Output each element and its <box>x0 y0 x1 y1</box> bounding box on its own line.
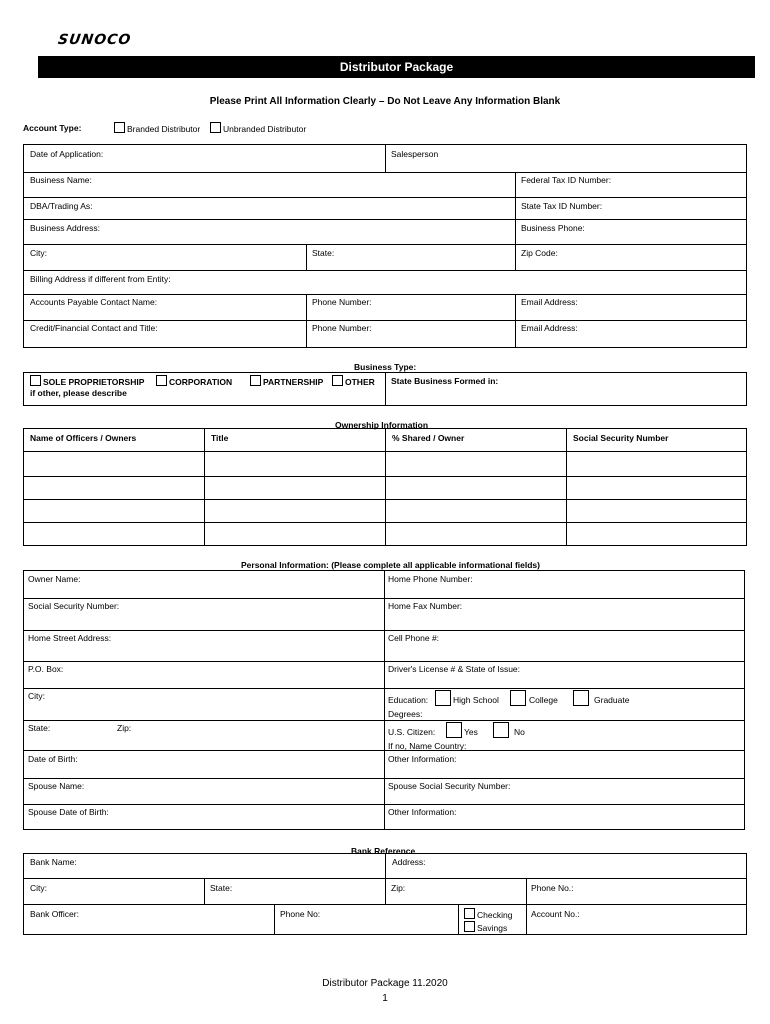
spouse-name-field[interactable]: Spouse Name: <box>28 781 85 791</box>
other-checkbox[interactable] <box>332 375 343 386</box>
account-type-label: Account Type: <box>23 123 82 133</box>
citizen-yes-label: Yes <box>464 727 478 737</box>
credit-email-field[interactable]: Email Address: <box>521 323 578 333</box>
branded-checkbox[interactable] <box>114 122 125 133</box>
bank-name-field[interactable]: Bank Name: <box>30 857 77 867</box>
ssn-field[interactable]: Social Security Number: <box>28 601 120 611</box>
po-box-field[interactable]: P.O. Box: <box>28 664 64 674</box>
other-information-field-1[interactable]: Other Information: <box>388 754 457 764</box>
general-info-table <box>23 144 747 348</box>
credit-contact-field[interactable]: Credit/Financial Contact and Title: <box>30 323 158 333</box>
personal-info-heading: Personal Information: (Please complete all applicable informational fields) <box>241 560 540 570</box>
personal-zip-field[interactable]: Zip: <box>117 723 132 733</box>
education-label: Education: <box>388 695 429 705</box>
ownership-heading: Ownership Information <box>335 420 429 430</box>
bank-phone-field[interactable]: Phone No.: <box>531 883 574 893</box>
zip-code-field[interactable]: Zip Code: <box>521 248 558 258</box>
salesperson-field[interactable]: Salesperson <box>391 149 439 159</box>
page-title: Distributor Package <box>38 56 755 78</box>
personal-state-field[interactable]: State: <box>28 723 51 733</box>
personal-city-field[interactable]: City: <box>28 691 45 701</box>
unbranded-checkbox[interactable] <box>210 122 221 133</box>
drivers-license-field[interactable]: Driver's License # & State of Issue: <box>388 664 521 674</box>
bank-city-field[interactable]: City: <box>30 883 47 893</box>
bank-reference-heading: Bank Reference <box>351 846 416 856</box>
bank-address-field[interactable]: Address: <box>392 857 426 867</box>
us-citizen-label: U.S. Citizen: <box>388 727 436 737</box>
partnership-label: PARTNERSHIP <box>263 377 324 387</box>
checking-label: Checking <box>477 910 513 920</box>
corporation-label: CORPORATION <box>169 377 233 387</box>
country-field[interactable]: If no, Name Country: <box>388 741 467 751</box>
business-phone-field[interactable]: Business Phone: <box>521 223 585 233</box>
ap-email-field[interactable]: Email Address: <box>521 297 578 307</box>
bank-state-field[interactable]: State: <box>210 883 233 893</box>
cell-phone-field[interactable]: Cell Phone #: <box>388 633 440 643</box>
bank-officer-field[interactable]: Bank Officer: <box>30 909 79 919</box>
home-fax-field[interactable]: Home Fax Number: <box>388 601 463 611</box>
sole-proprietorship-option[interactable] <box>30 375 144 387</box>
other-describe-field[interactable]: if other, please describe <box>30 388 127 398</box>
sole-checkbox[interactable] <box>30 375 41 386</box>
college-label: College <box>529 695 558 705</box>
citizen-yes-checkbox[interactable] <box>446 722 462 738</box>
state-formed-field[interactable]: State Business Formed in: <box>391 376 499 386</box>
other-label: OTHER <box>345 377 375 387</box>
unbranded-label: Unbranded Distributor <box>223 124 307 134</box>
checking-option[interactable] <box>464 908 512 920</box>
bank-zip-field[interactable]: Zip: <box>391 883 406 893</box>
footer-doc-id: Distributor Package 11.2020 <box>322 978 448 989</box>
spouse-ssn-field[interactable]: Spouse Social Security Number: <box>388 781 511 791</box>
dba-field[interactable]: DBA/Trading As: <box>30 201 93 211</box>
savings-option[interactable] <box>464 921 507 933</box>
account-number-field[interactable]: Account No.: <box>531 909 580 919</box>
other-information-field-2[interactable]: Other Information: <box>388 807 457 817</box>
high-school-checkbox[interactable] <box>435 690 451 706</box>
credit-phone-field[interactable]: Phone Number: <box>312 323 372 333</box>
ownership-col-ssn: Social Security Number <box>573 433 669 443</box>
ap-contact-field[interactable]: Accounts Payable Contact Name: <box>30 297 158 307</box>
corporation-option[interactable] <box>156 375 232 387</box>
owner-name-field[interactable]: Owner Name: <box>28 574 81 584</box>
graduate-checkbox[interactable] <box>573 690 589 706</box>
unbranded-option[interactable] <box>210 122 306 134</box>
instructions: Please Print All Information Clearly – Do Not Leave Any Information Blank <box>209 96 561 107</box>
sole-label: SOLE PROPRIETORSHIP <box>43 377 145 387</box>
citizen-no-checkbox[interactable] <box>493 722 509 738</box>
degrees-field[interactable]: Degrees: <box>388 709 423 719</box>
business-type-heading: Business Type: <box>354 362 417 372</box>
branded-option[interactable] <box>114 122 200 134</box>
savings-checkbox[interactable] <box>464 921 475 932</box>
citizen-no-label: No <box>514 727 525 737</box>
partnership-option[interactable] <box>250 375 323 387</box>
business-name-field[interactable]: Business Name: <box>30 175 92 185</box>
sunoco-logo: SUNOCO <box>56 32 133 48</box>
home-phone-field[interactable]: Home Phone Number: <box>388 574 473 584</box>
home-street-field[interactable]: Home Street Address: <box>28 633 112 643</box>
date-of-birth-field[interactable]: Date of Birth: <box>28 754 78 764</box>
partnership-checkbox[interactable] <box>250 375 261 386</box>
ap-phone-field[interactable]: Phone Number: <box>312 297 372 307</box>
bank-officer-phone-field[interactable]: Phone No: <box>280 909 321 919</box>
college-checkbox[interactable] <box>510 690 526 706</box>
savings-label: Savings <box>477 923 508 933</box>
city-field[interactable]: City: <box>30 248 47 258</box>
state-field[interactable]: State: <box>312 248 335 258</box>
ownership-col-name: Name of Officers / Owners <box>30 433 137 443</box>
corporation-checkbox[interactable] <box>156 375 167 386</box>
ownership-col-share: % Shared / Owner <box>392 433 465 443</box>
federal-tax-id-field[interactable]: Federal Tax ID Number: <box>521 175 612 185</box>
date-of-application-field[interactable]: Date of Application: <box>30 149 104 159</box>
checking-checkbox[interactable] <box>464 908 475 919</box>
ownership-col-title: Title <box>211 433 229 443</box>
billing-address-field[interactable]: Billing Address if different from Entity: <box>30 274 171 284</box>
branded-label: Branded Distributor <box>127 124 201 134</box>
state-tax-id-field[interactable]: State Tax ID Number: <box>521 201 603 211</box>
spouse-dob-field[interactable]: Spouse Date of Birth: <box>28 807 109 817</box>
graduate-label: Graduate <box>594 695 630 705</box>
business-address-field[interactable]: Business Address: <box>30 223 100 233</box>
other-option[interactable] <box>332 375 375 387</box>
high-school-label: High School <box>453 695 499 705</box>
page-number: 1 <box>382 993 388 1004</box>
